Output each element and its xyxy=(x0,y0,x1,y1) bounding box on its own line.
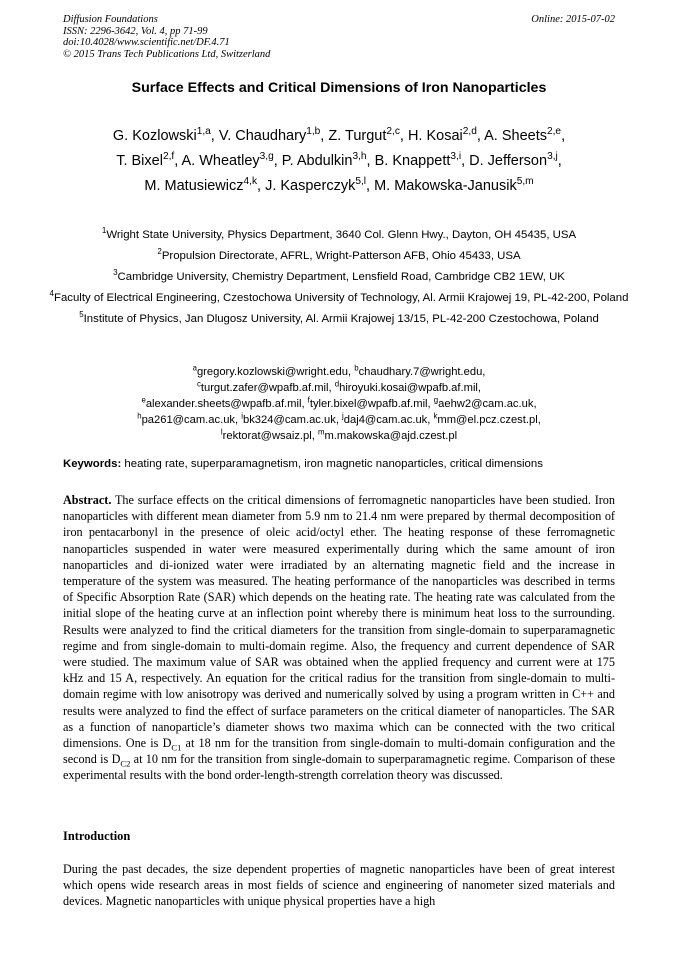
affiliation-num: 1 xyxy=(101,226,107,236)
affiliation-list xyxy=(45,228,633,333)
author xyxy=(484,128,561,144)
author xyxy=(328,128,400,144)
abstract xyxy=(63,492,615,784)
abstract-sub-1: C1 xyxy=(171,742,182,753)
email-address: tyler.bixel@wpafb.af.mil xyxy=(309,398,428,410)
email-line: $^e$alexander.sheets@wpafb.af.mil, $^f$tyler.bixel@wpafb.af.mil, $^g$aehw2@cam.ac.uk, xyxy=(141,395,537,410)
journal-header xyxy=(63,14,270,60)
email-sup: c xyxy=(196,379,201,389)
email-sup: l xyxy=(220,427,223,437)
abstract-text-3: at 10 nm for the transition from single-domain to superparamagnetic regime. Comparison of these experimental results with the bond order-length-strength correlation theory was discussed. xyxy=(63,752,615,783)
author-affil-sup: 5,m xyxy=(516,176,534,188)
author-name: V. Chaudhary xyxy=(218,128,307,144)
author xyxy=(469,153,558,169)
email-address: bk324@cam.ac.uk xyxy=(242,414,336,426)
email-sup: e xyxy=(141,395,146,405)
affiliation-text: Institute of Physics, Jan Dlugosz University, Al. Armii Krajowej 13/15, PL-42-200 Czestochowa, Poland xyxy=(83,313,599,325)
email-sup: a xyxy=(192,363,197,373)
author-affil-sup: 3,i xyxy=(450,151,462,163)
email-sup: h xyxy=(137,411,142,421)
author xyxy=(408,128,477,144)
affiliation-num: 3 xyxy=(113,268,118,278)
keywords xyxy=(63,458,623,470)
author-affil-sup: 1,b xyxy=(306,126,321,138)
author-affil-sup: 3,h xyxy=(352,151,367,163)
author-list: G. Kozlowski$^{1,a}$, V. Chaudhary$^{1,b}$, Z. Turgut$^{2,c}$, H. Kosai$^{2,d}$, A. Sheets$^{2,e}$, T. Bixel$^{2,f}$, A. Wheatley$^{3,g}$, P. Abdulkin$^{3,h}$, B. Knappett$^{3,i}$, D. Jefferson$^{3,j}$, M. Matusiewicz$^{4,k}$, J. Kasperczyk$^{5,l}$, M. Makowska-Janusik$^{5,m}$ xyxy=(112,126,566,194)
email-address: turgut.zafer@wpafb.af.mil xyxy=(200,382,329,394)
email-list xyxy=(45,364,633,444)
affiliation xyxy=(45,291,633,306)
email-address: rektorat@wsaiz.pl xyxy=(222,430,312,442)
author-name: T. Bixel xyxy=(116,153,163,169)
affiliation xyxy=(45,228,633,243)
author-affil-sup: 2,c xyxy=(386,126,400,138)
abstract-sub-2: C2 xyxy=(120,758,131,769)
email-sup: i xyxy=(241,411,243,421)
author-name: D. Jefferson xyxy=(469,153,548,169)
journal-name: Diffusion Foundations xyxy=(63,14,158,25)
author-name: G. Kozlowski xyxy=(112,128,197,144)
affiliation xyxy=(45,312,633,327)
affiliation-num: 2 xyxy=(157,247,162,257)
email-address: daj4@cam.ac.uk xyxy=(343,414,428,426)
author-affil-sup: 2,e xyxy=(546,126,562,138)
author xyxy=(144,178,257,194)
author-affil-sup: 1,a xyxy=(196,126,211,138)
doi-line: doi:10.4028/www.scientific.net/DF.4.71 xyxy=(63,37,230,48)
email-address: chaudhary.7@wright.edu xyxy=(358,366,483,378)
author xyxy=(375,153,461,169)
email-address: aehw2@cam.ac.uk xyxy=(438,398,534,410)
copyright-line: © 2015 Trans Tech Publications Ltd, Switzerland xyxy=(63,48,271,60)
affiliation-text: Cambridge University, Chemistry Department, Lensfield Road, Cambridge CB2 1EW, UK xyxy=(117,271,565,283)
keywords-label: Keywords: xyxy=(63,458,122,470)
author-name: M. Matusiewicz xyxy=(144,178,244,194)
email-sup: m xyxy=(317,427,325,437)
author-name: A. Wheatley xyxy=(181,153,260,169)
online-date: Online: 2015-07-02 xyxy=(531,14,615,25)
email-line: $^c$turgut.zafer@wpafb.af.mil, $^d$hiroyuki.kosai@wpafb.af.mil, xyxy=(196,379,482,394)
email-line: $^a$gregory.kozlowski@wright.edu, $^b$chaudhary.7@wright.edu, xyxy=(192,363,486,378)
affiliation-text: Faculty of Electrical Engineering, Czestochowa University of Technology, Al. Armii Krajowej 19, PL-42-200, Poland xyxy=(53,292,629,304)
email-address: mm@el.pcz.czest.pl xyxy=(437,414,538,426)
affiliation xyxy=(45,249,633,264)
email-line: $^h$pa261@cam.ac.uk, $^i$bk324@cam.ac.uk, $^j$daj4@cam.ac.uk, $^k$mm@el.pcz.czest.pl, xyxy=(137,411,541,426)
paper-title: Surface Effects and Critical Dimensions of Iron Nanoparticles xyxy=(131,80,547,96)
email-address: pa261@cam.ac.uk xyxy=(141,414,236,426)
author-name: A. Sheets xyxy=(484,128,547,144)
email-line: $^l$rektorat@wsaiz.pl, $^m$m.makowska@ajd.czest.pl xyxy=(220,427,458,442)
author-affil-sup: 4,k xyxy=(243,176,258,188)
author-affil-sup: 5,l xyxy=(355,176,367,188)
author-name: P. Abdulkin xyxy=(281,153,353,169)
author-name: M. Makowska-Janusik xyxy=(374,178,517,194)
affiliation-text: Propulsion Directorate, AFRL, Wright-Patterson AFB, Ohio 45433, USA xyxy=(161,250,521,262)
author-name: H. Kosai xyxy=(407,128,463,144)
affiliation-num: 5 xyxy=(79,310,84,320)
author-affil-sup: 2,d xyxy=(462,126,477,138)
author xyxy=(282,153,367,169)
email-sup: j xyxy=(342,411,344,421)
email-address: alexander.sheets@wpafb.af.mil xyxy=(145,398,302,410)
author xyxy=(265,178,366,194)
email-address: gregory.kozlowski@wright.edu xyxy=(196,366,348,378)
author-affil-sup: 3,g xyxy=(259,151,274,163)
affiliation xyxy=(45,270,633,285)
email-sup: f xyxy=(307,395,310,405)
author-name: Z. Turgut xyxy=(328,128,387,144)
email-sup: d xyxy=(334,379,340,389)
abstract-text-2: at 18 nm for the transition from single-domain to multi-domain configuration and the second is D xyxy=(63,736,615,767)
issn-line: ISSN: 2296-3642, Vol. 4, pp 71-99 xyxy=(63,25,208,37)
author xyxy=(374,178,534,194)
affiliation-num: 4 xyxy=(49,289,54,299)
keywords-text: heating rate, superparamagnetism, iron magnetic nanoparticles, critical dimensions xyxy=(124,458,543,470)
abstract-label: Abstract. xyxy=(63,493,112,507)
introduction-heading: Introduction xyxy=(63,829,131,843)
author xyxy=(116,153,174,169)
email-address: hiroyuki.kosai@wpafb.af.mil xyxy=(339,382,478,394)
abstract-text-1: The surface effects on the critical dimensions of ferromagnetic nanoparticles have been studied. Iron nanoparticles with different mean diameter from 5.9 nm to 21.4 nm were prepared by thermal decomposition of iron pentacarbonyl in the presence of oleic acid/octyl ether. The heating response of these ferromagnetic nanoparticles suspended in water were measured experimentally during which the same amount of iron nanoparticles and di-ionized water were irradiated by an alternating magnetic field and the increase in temperature of the system was measured. The heating performance of the nanoparticles was described in terms of Specific Absorption Rate (SAR) which depends on the heating rate. The heating rate was calculated from the initial slope of the heating curve at an inflection point whereby there is minimum heat loss to the surrounding. Results were analyzed to find the critical diameters for the transition from single-domain to superparamagnetic regime and from single-domain to multi-domain regime. Also, the frequency and current dependence of SAR were studied. The maximum value of SAR was obtained when the applied frequency and current were at 175 kHz and 15 A, respectively. An equation for the critical radius for the transition from single-domain to multi-domain regime with low anisotropy was derived and numerically solved by using a program written in C++ and results were analyzed to find the effect of surface parameters on the critical diameter of nanoparticles. The SAR as a function of nanoparticle’s diameter shows two maxima which can be connected with the two critical dimensions. One is D xyxy=(63,493,615,751)
email-sup: k xyxy=(433,411,438,421)
author-name: B. Knappett xyxy=(374,153,451,169)
affiliation-text: Wright State University, Physics Department, 3640 Col. Glenn Hwy., Dayton, OH 45435, USA xyxy=(106,229,577,241)
author-affil-sup: 3,j xyxy=(547,151,558,163)
email-sup: g xyxy=(433,395,439,405)
author xyxy=(181,153,273,169)
author-name: J. Kasperczyk xyxy=(265,178,356,194)
author-affil-sup: 2,f xyxy=(162,151,175,163)
author xyxy=(113,128,211,144)
author xyxy=(219,128,320,144)
email-address: m.makowska@ajd.czest.pl xyxy=(324,430,458,442)
email-sup: b xyxy=(354,363,359,373)
introduction-paragraph: During the past decades, the size dependent properties of magnetic nanoparticles have been of great interest which opens wide research areas in most fields of science and engineering of nanometer sized materials and devices. Magnetic nanoparticles with unique physical properties have a high xyxy=(63,862,615,909)
